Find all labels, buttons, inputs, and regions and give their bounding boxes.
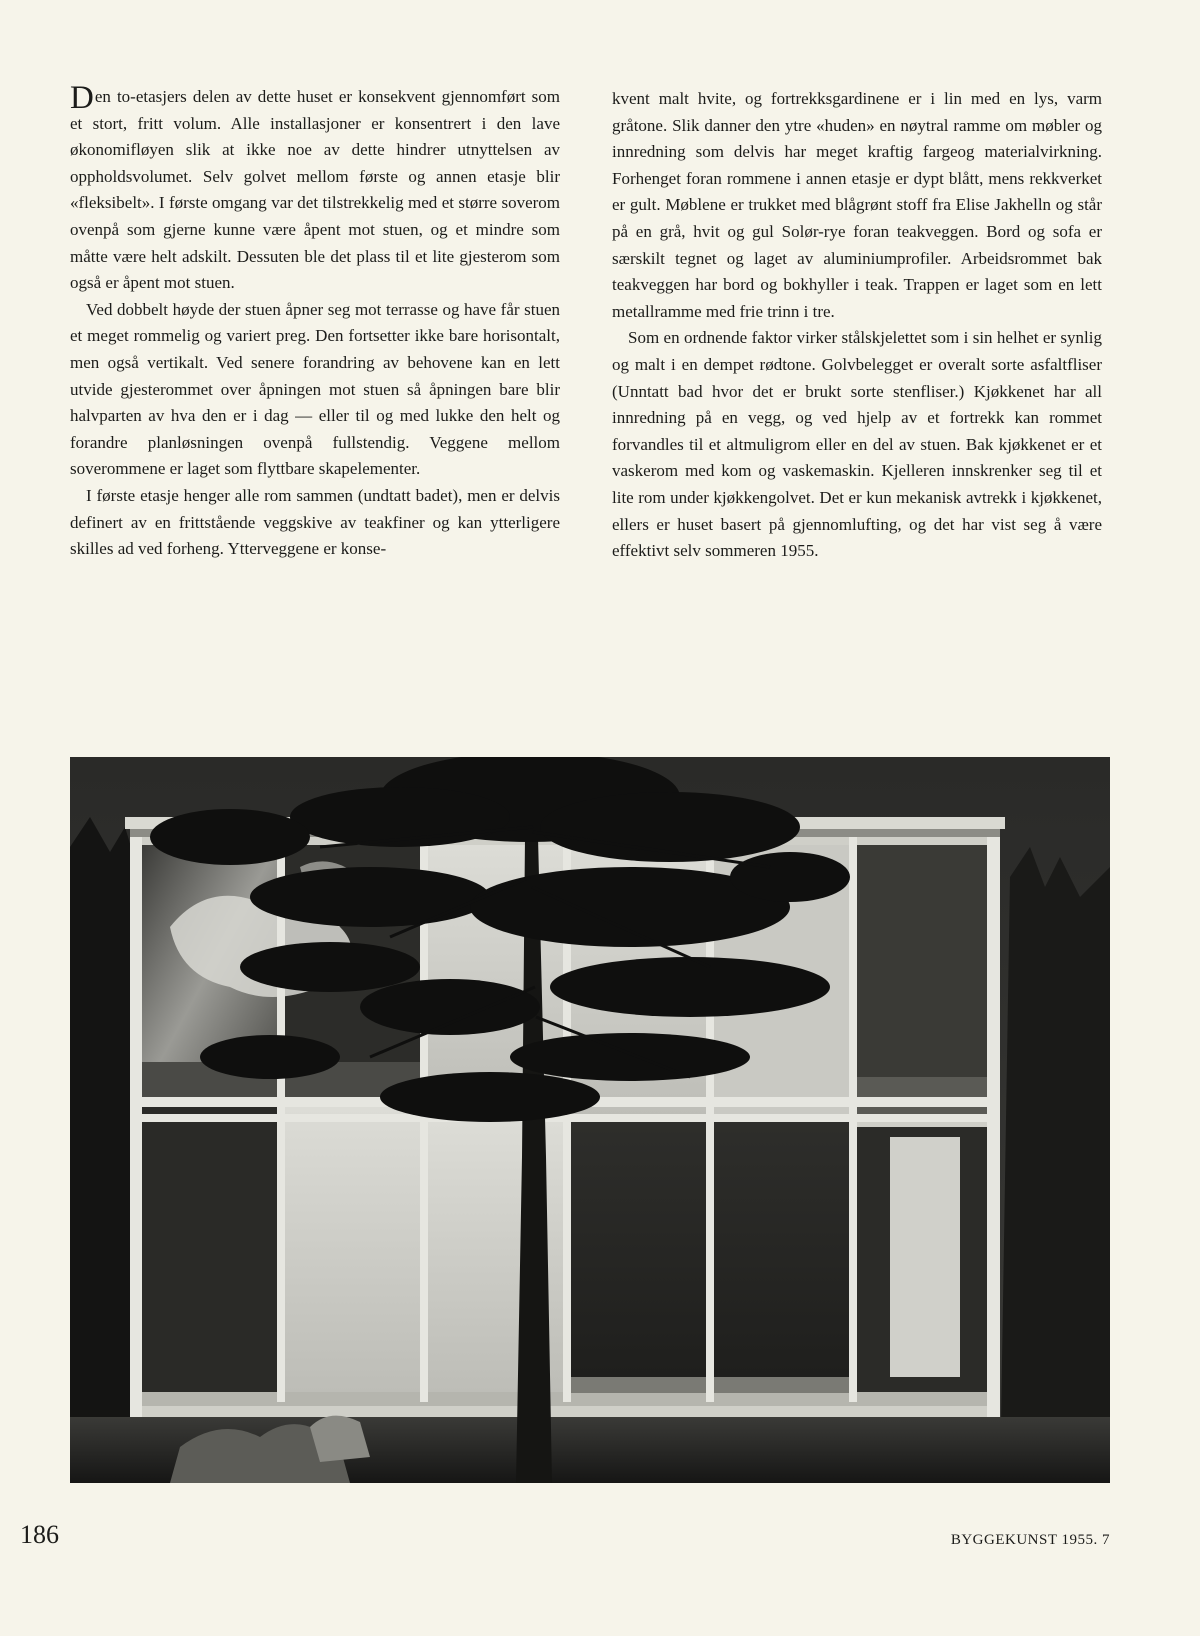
drop-cap: D: [70, 80, 94, 116]
text-column-right: [612, 86, 1102, 565]
paragraph: Som en ordnende faktor virker stålskjelettet som i sin helhet er synlig og malt i en dempet rødtone. Golvbelegget er overalt sorte asfaltfliser (Unntatt bad hvor det er brukt sorte stenfliser.) Kjøkkenet har all innredning på en vegg, og ved hjelp av et fortrekk kan rommet forvandles til et altmuligrom eller en del av stuen. Bak kjøkkenet er et vaskerom med kom og vaskemaskin. Kjelleren innskrenker seg til et lite rom under kjøkkengolvet. Det er kun mekanisk avtrekk i kjøkkenet, ellers er huset basert på gjennomlufting, og det har vist seg å være effektivt selv sommeren 1955.: [612, 328, 1102, 561]
house-photograph: [70, 757, 1110, 1483]
paragraph: I første etasje henger alle rom sammen (undtatt badet), men er delvis definert av en frittstående veggskive av teakfiner og kan ytterligere skilles ad ved forheng. Ytterveggene er konse-: [70, 485, 560, 559]
running-footer: BYGGEKUNST 1955. 7: [950, 1532, 1110, 1548]
page-number: 186: [20, 1520, 59, 1549]
paragraph: kvent malt hvite, og fortrekksgardinene er i lin med en lys, varm gråtone. Slik danner den ytre «huden» en nøytral ramme om møbler og innredning som delvis har meget kraftig fargeog materialvirkning. Forhenget foran rommene i annen etasje er dypt blått, mens rekkverket er gult. Møblene er trukket med blågrønt stoff fra Elise Jakhelln og står på en grå, hvit og gul Solør-rye foran teakveggen. Bord og sofa er særskilt tegnet og laget av aluminiumprofiler. Arbeidsrommet bak teakveggen har bord og bokhyller i teak. Trappen er laget som en lett metallramme med frie trinn i tre.: [612, 89, 1102, 321]
paragraph: [70, 80, 560, 297]
text-column-left: [70, 80, 560, 563]
paragraph-text: en to-etasjers delen av dette huset er konsekvent gjennomført som et stort, fritt volum. Alle installasjoner er konsentrert i den lave økonomifløyen slik at ikke noe av dette hindrer utnyttelsen av oppholdsvolumet. Selv golvet mellom første og annen etasje blir «fleksibelt». I første omgang var det tilstrekkelig med et større soverom ovenpå som gjerne kunne være åpent mot stuen, og et mindre som måtte være helt adskilt. Dessuten ble det plass til et lite gjesterom som også er åpent mot stuen.: [70, 87, 560, 293]
photograph-illustration: [70, 757, 1110, 1483]
paragraph: Ved dobbelt høyde der stuen åpner seg mot terrasse og have får stuen et meget rommelig og variert preg. Den fortsetter ikke bare horisontalt, men også vertikalt. Ved senere forandring av behovene kan en lett utvide gjesterommet over åpningen mot stuen så åpningen bare blir halvparten av hva den er i dag — eller til og med lukke den helt og forandre planløsningen ovenpå fullstendig. Veggene mellom soverommene er laget som flyttbare skapelementer.: [70, 299, 560, 479]
